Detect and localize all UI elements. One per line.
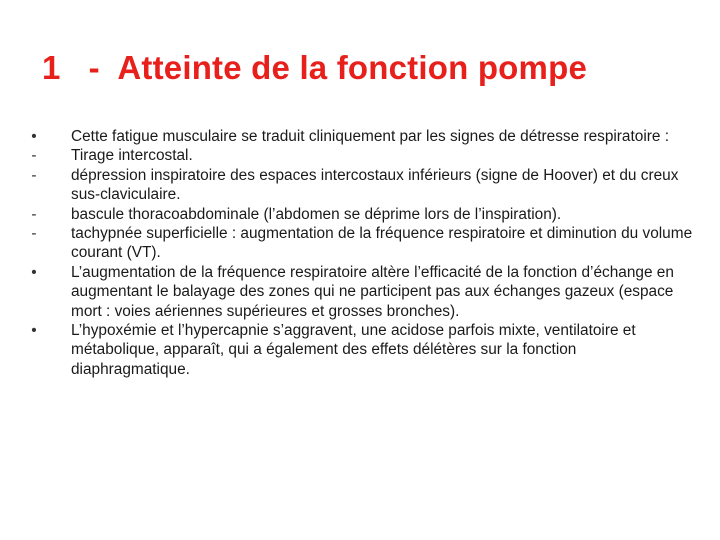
bullet-marker: • (31, 322, 37, 340)
list-item-text: L’hypoxémie et l’hypercapnie s’aggravent, une acidose parfois mixte, ventilatoire et métabolique, apparaît, qui a également des effets délétères sur la fonction diaphragmatique. (71, 322, 636, 378)
dash-marker: - (31, 205, 37, 223)
list-item (26, 166, 696, 205)
dash-marker: - (31, 225, 37, 243)
list-item-text: L’augmentation de la fréquence respiratoire altère l’efficacité de la fonction d’échange en augmentant le balayage des zones qui ne participent pas aux échanges gazeux (espace mort : voies aériennes supérieures et grosses bronches). (71, 263, 674, 320)
list-item (26, 205, 696, 224)
list-item (26, 263, 696, 321)
bullet-list (26, 127, 696, 379)
slide-title: 1 - Atteinte de la fonction pompe (42, 49, 587, 86)
list-item (26, 224, 696, 263)
bullet-marker: • (31, 128, 37, 145)
dash-marker: - (31, 166, 37, 184)
list-item (26, 321, 696, 379)
list-item-text: bascule thoracoabdominale (l’abdomen se déprime lors de l’inspiration). (71, 205, 562, 223)
dash-marker: - (31, 147, 37, 165)
bullet-marker: • (31, 263, 37, 281)
list-item (26, 146, 696, 165)
list-item-text: Cette fatigue musculaire se traduit cliniquement par les signes de détresse respiratoire : (71, 128, 669, 145)
list-item (26, 127, 696, 146)
list-item-text: tachypnée superficielle : augmentation de la fréquence respiratoire et diminution du volume courant (VT). (71, 225, 693, 262)
list-item-text: Tirage intercostal. (71, 147, 193, 165)
list-item-text: dépression inspiratoire des espaces intercostaux inférieurs (signe de Hoover) et du creux sus-claviculaire. (71, 166, 679, 204)
